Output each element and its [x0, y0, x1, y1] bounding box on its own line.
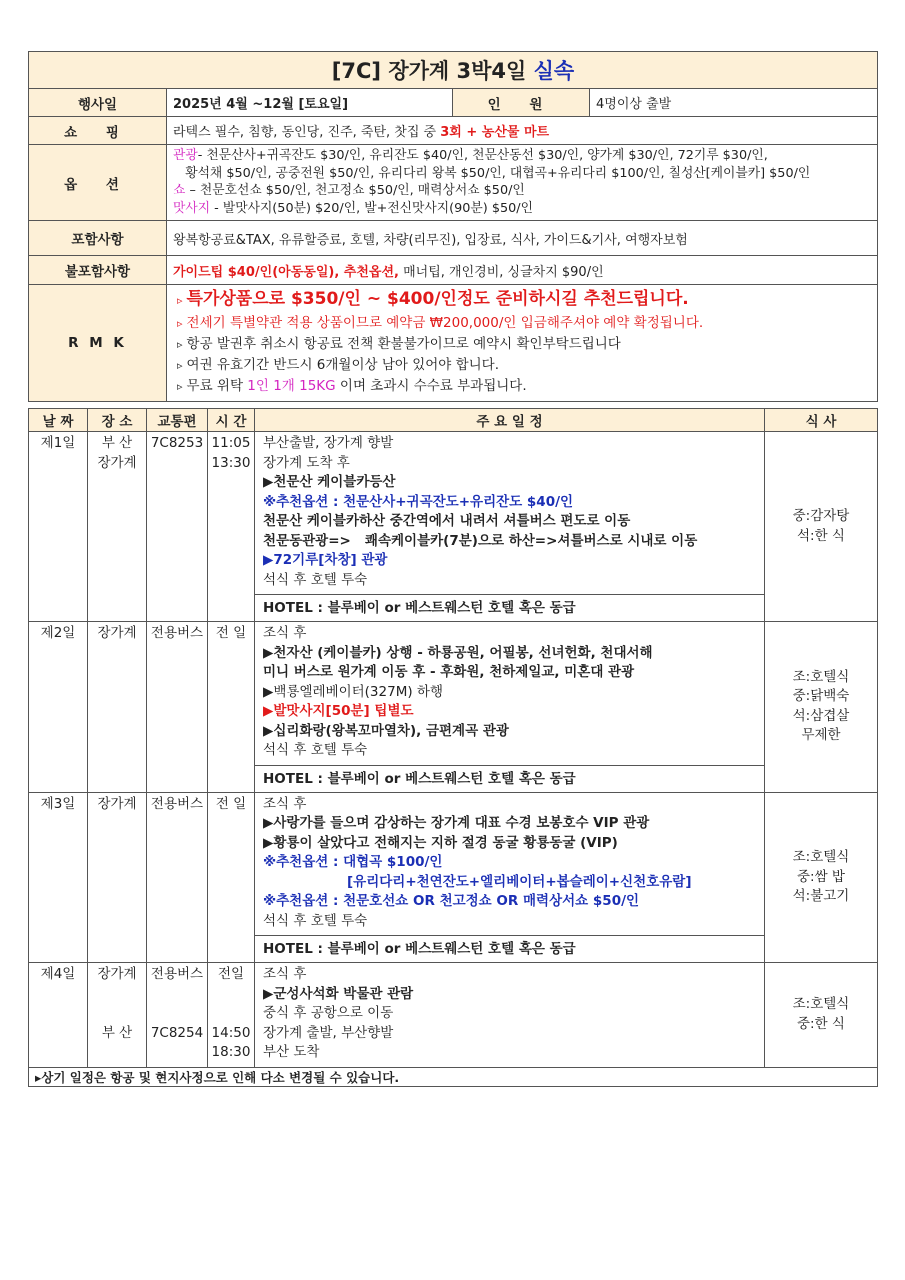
day-details	[255, 622, 765, 793]
rmk-item-highlight: 1인 1개 15KG	[247, 378, 336, 394]
detail-line: 석식 후 호텔 투숙	[263, 571, 368, 588]
date-label: 행사일	[29, 89, 167, 117]
detail-line: ▶백룡엘레베이터(327M) 하행	[263, 683, 443, 700]
option-label: 옵 션	[29, 145, 167, 221]
option-tag: 관광	[173, 148, 198, 163]
detail-option: ※추천옵션 : 천문호선쇼 OR 천고정쇼 OR 매력상서쇼 $50/인	[263, 893, 640, 909]
day-label: 제4일	[29, 963, 88, 1068]
detail-option: [유리다리+천연잔도+엘리베이터+봅슬레이+신천호유람]	[347, 873, 692, 890]
day-label: 제2일	[29, 622, 88, 793]
meal-text: 조:호텔식	[792, 668, 850, 685]
day-transport: 전용버스	[147, 622, 208, 793]
itinerary-document	[28, 51, 878, 1087]
option-sep: -	[210, 200, 223, 216]
rmk-item	[177, 334, 867, 355]
time-text: 14:50	[211, 1024, 251, 1041]
triangle-bullet-icon: ▹	[177, 317, 183, 330]
day-place: 장가계	[88, 792, 147, 963]
rmk-item-text: 이며 초과시 수수료 부과됩니다.	[335, 378, 527, 394]
time-text: 전일	[217, 966, 245, 982]
exclude-highlight: 가이드팁 $40/인(아동동일), 추천옵션,	[173, 264, 399, 280]
day-row	[29, 432, 878, 622]
hotel-line: HOTEL : 블루베이 or 베스트웨스턴 호텔 혹은 동급	[255, 935, 764, 962]
day-details	[255, 792, 765, 963]
detail-line: 중식 후 공항으로 이동	[263, 1005, 394, 1021]
rmk-item-text: 여권 유효기간 반드시 6개월이상 남아 있어야 합니다.	[186, 357, 500, 373]
hotel-line: HOTEL : 블루베이 or 베스트웨스턴 호텔 혹은 동급	[255, 765, 764, 792]
option-tag: 맛사지	[173, 200, 211, 216]
day-meals	[765, 792, 878, 963]
info-table	[28, 51, 878, 402]
detail-option: ※추천옵션 : 천문산사+귀곡잔도+유리잔도 $40/인	[263, 493, 574, 510]
day-place	[88, 963, 147, 1068]
triangle-bullet-icon: ▹	[177, 338, 183, 351]
rmk-list	[167, 285, 878, 402]
meal-text: 중:닭백숙	[792, 688, 850, 705]
shopping-value	[167, 117, 878, 145]
day-meals	[765, 432, 878, 622]
option-text: 황석채 $50/인, 공중전원 $50/인, 유리다리 왕복 $50/인, 대협곡+유리다리 $100/인, 칠성산[케이블카] $50/인	[173, 165, 811, 181]
option-list	[167, 145, 878, 221]
day-time: 전 일	[208, 792, 255, 963]
option-text: 천문산사+귀곡잔도 $30/인, 유리잔도 $40/인, 천문산동선 $30/인, 양가계 $30/인, 72기루 $30/인,	[206, 148, 768, 163]
header-transport: 교통편	[147, 409, 208, 432]
detail-line: 부산출발, 장가계 향발	[263, 435, 394, 451]
header-place: 장 소	[88, 409, 147, 432]
option-line	[173, 182, 871, 200]
day-meals	[765, 622, 878, 793]
shopping-label: 쇼 핑	[29, 117, 167, 145]
option-sep: –	[185, 183, 200, 198]
option-line	[173, 165, 871, 183]
detail-line: ▶황룡이 살았다고 전해지는 지하 절경 동굴 황룡동굴 (VIP)	[263, 834, 618, 851]
day-transport: 전용버스	[147, 792, 208, 963]
people-label: 인 원	[453, 89, 590, 117]
detail-line: 부산 도착	[263, 1044, 320, 1060]
shopping-text: 라텍스 필수, 침향, 동인당, 진주, 죽탄, 찻집 중	[173, 125, 441, 140]
day-details	[255, 432, 765, 622]
rmk-label: R M K	[29, 285, 167, 402]
day-row	[29, 963, 878, 1068]
rmk-item	[177, 376, 867, 397]
triangle-bullet-icon: ▹	[177, 380, 183, 393]
day-label: 제1일	[29, 432, 88, 622]
detail-line: 조식 후	[263, 966, 307, 982]
day-place: 장가계	[88, 622, 147, 793]
include-label: 포함사항	[29, 221, 167, 256]
time-text: 11:05	[211, 435, 251, 451]
header-date: 날 짜	[29, 409, 88, 432]
date-value: 2025년 4월 ~12월 [토요일]	[167, 89, 453, 117]
transport-text: 7C8254	[150, 1024, 204, 1041]
rmk-notice	[177, 313, 867, 334]
day-time: 전 일	[208, 622, 255, 793]
detail-line: 석식 후 호텔 투숙	[263, 742, 368, 758]
day-row	[29, 622, 878, 793]
title-highlight: 실속	[533, 59, 575, 83]
include-value: 왕복항공료&TAX, 유류할증료, 호텔, 차량(리무진), 입장료, 식사, 가이드&기사, 여행자보험	[167, 221, 878, 256]
rmk-item	[177, 355, 867, 376]
header-meal: 식 사	[765, 409, 878, 432]
triangle-bullet-icon: ▹	[177, 294, 183, 307]
header-time: 시 간	[208, 409, 255, 432]
meal-text: 조:호텔식	[792, 849, 850, 865]
detail-line: ▶천자산 (케이블카) 상행 - 하룡공원, 어필봉, 선녀헌화, 천대서해	[263, 644, 653, 661]
place-text: 부 산	[101, 435, 133, 451]
rmk-main	[177, 287, 867, 313]
rmk-notice-text: 전세기 특별약관 적용 상품이므로 예약금 ₩200,000/인 입금해주셔야 예약 확정됩니다.	[186, 315, 704, 331]
title-text: [7C] 장가계 3박4일	[331, 59, 534, 83]
triangle-bullet-icon: ▹	[177, 359, 183, 372]
time-text: 13:30	[211, 454, 251, 471]
option-line	[173, 147, 871, 165]
day-meals	[765, 963, 878, 1068]
day-time	[208, 432, 255, 622]
meal-text: 중:쌈 밥	[797, 868, 845, 885]
place-text: 장가계	[97, 454, 137, 471]
detail-line: 석식 후 호텔 투숙	[263, 912, 368, 929]
place-text: 부 산	[101, 1024, 133, 1041]
page-title	[29, 52, 878, 89]
detail-line: ▶발맛사지[50분] 팁별도	[263, 703, 414, 719]
detail-line: 조식 후	[263, 625, 307, 641]
transport-text: 전용버스	[150, 966, 204, 982]
day-time	[208, 963, 255, 1068]
people-value: 4명이상 출발	[590, 89, 878, 117]
detail-line: 천문동관광=> 쾌속케이블카(7분)으로 하산=>셔틀버스로 시내로 이동	[263, 532, 698, 549]
exclude-value	[167, 256, 878, 285]
option-line	[173, 200, 871, 218]
rmk-item-text: 항공 발권후 취소시 항공료 전책 환불불가이므로 예약시 확인부탁드립니다	[186, 336, 621, 352]
day-transport: 7C8253	[147, 432, 208, 622]
option-sep: -	[197, 148, 207, 163]
option-text: 발맛사지(50분) $20/인, 발+전신맛사지(90분) $50/인	[222, 200, 533, 216]
detail-line: ▶사랑가를 들으며 감상하는 장가계 대표 수경 보봉호수 VIP 관광	[263, 815, 650, 831]
detail-line: 조식 후	[263, 795, 307, 812]
detail-line: ▶십리화랑(왕복꼬마열차), 금편계곡 관광	[263, 722, 509, 739]
schedule-footnote: ▸상기 일정은 항공 및 현지사정으로 인해 다소 변경될 수 있습니다.	[29, 1067, 878, 1086]
day-place	[88, 432, 147, 622]
meal-text: 석:삼겹살	[792, 707, 850, 724]
place-text: 장가계	[97, 966, 137, 982]
detail-line: ▶군성사석화 박물관 관람	[263, 985, 414, 1002]
detail-line: 장가계 도착 후	[263, 454, 350, 471]
meal-text: 석:불고기	[792, 888, 850, 904]
meal-text: 중:감자탕	[792, 508, 850, 524]
detail-line: 장가계 출발, 부산향발	[263, 1024, 394, 1041]
header-itinerary: 주 요 일 정	[255, 409, 765, 432]
meal-text: 조:호텔식	[792, 996, 850, 1013]
time-text: 18:30	[211, 1044, 251, 1060]
option-text: 천문호선쇼 $50/인, 천고정쇼 $50/인, 매력상서쇼 $50/인	[199, 183, 525, 198]
rmk-item-text: 무료 위탁	[186, 378, 248, 394]
hotel-line: HOTEL : 블루베이 or 베스트웨스턴 호텔 혹은 동급	[255, 594, 764, 621]
meal-text: 석:한 식	[797, 527, 845, 544]
exclude-text: 매너팁, 개인경비, 싱글차지 $90/인	[398, 264, 604, 280]
detail-line: 미니 버스로 원가계 이동 후 - 후화원, 천하제일교, 미혼대 관광	[263, 664, 635, 680]
detail-line: 천문산 케이블카하산 중간역에서 내려서 셔틀버스 편도로 이동	[263, 513, 631, 529]
day-details	[255, 963, 765, 1068]
day-label: 제3일	[29, 792, 88, 963]
detail-option: ※추천옵션 : 대협곡 $100/인	[263, 854, 443, 870]
exclude-label: 불포함사항	[29, 256, 167, 285]
detail-line: ▶72기루[차창] 관광	[263, 552, 388, 568]
meal-text: 무제한	[801, 727, 841, 744]
schedule-table	[28, 408, 878, 1087]
day-transport	[147, 963, 208, 1068]
shopping-highlight: 3회 + 농산물 마트	[440, 125, 550, 140]
meal-text: 중:한 식	[797, 1015, 845, 1032]
option-tag: 쇼	[173, 183, 186, 198]
rmk-main-text: 특가상품으로 $350/인 ~ $400/인정도 준비하시길 추천드립니다.	[186, 289, 689, 309]
day-row	[29, 792, 878, 963]
detail-line: ▶천문산 케이블카등산	[263, 474, 396, 490]
